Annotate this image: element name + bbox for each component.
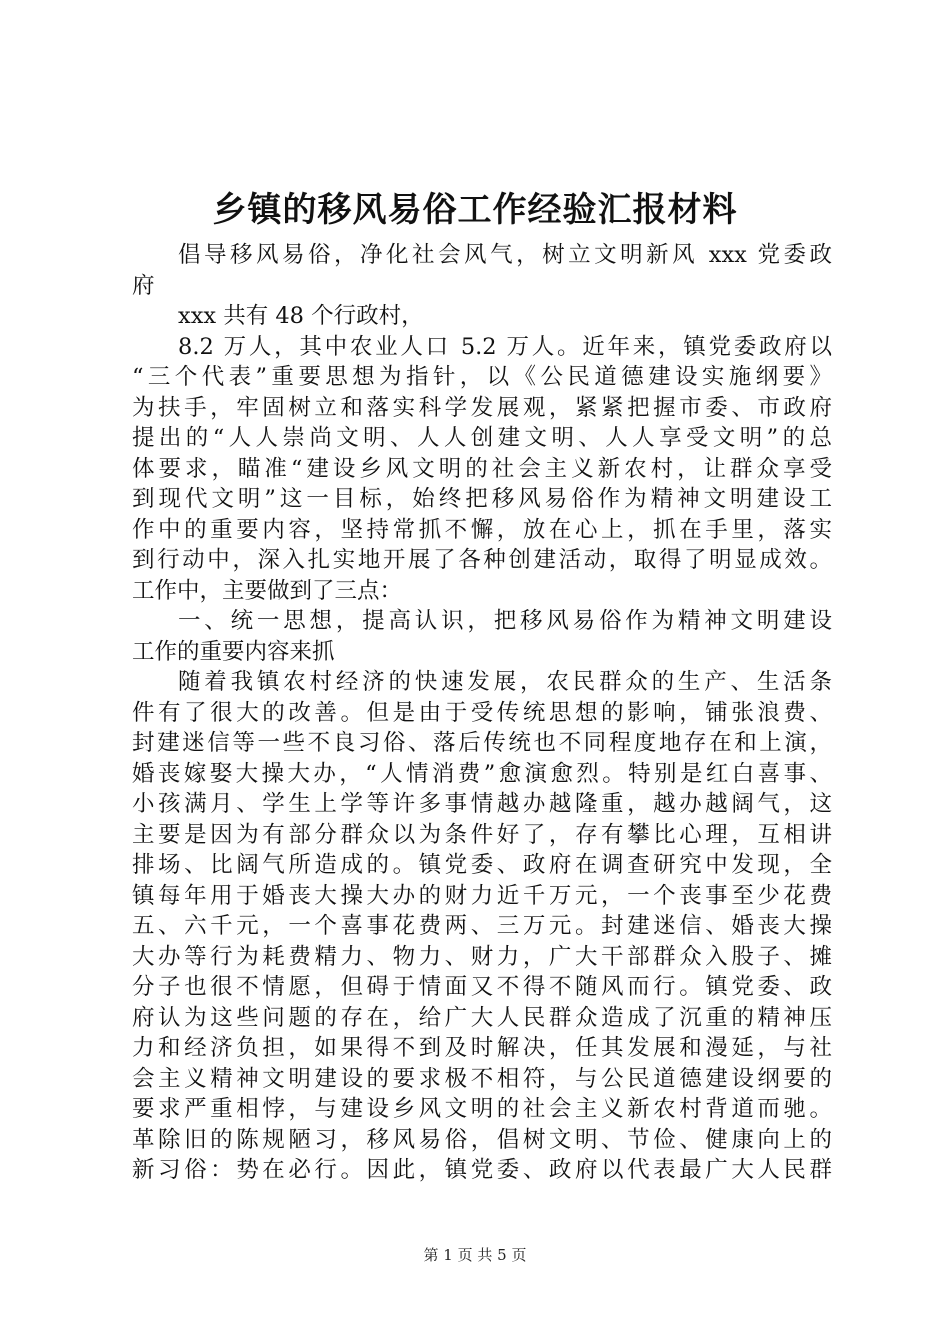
document-title: 乡镇的移风易俗工作经验汇报材料	[212, 190, 738, 230]
body-text-line: 8.2 万人，其中农业人口 5.2 万人。近年来，镇党委政府以	[178, 333, 832, 360]
body-text-line: 封建迷信等一些不良习俗、落后传统也不同程度地存在和上演，	[132, 730, 832, 756]
body-text-line: 新习俗：势在必行。因此，镇党委、政府以代表最广大人民群	[132, 1157, 832, 1183]
body-text-line: 府	[132, 272, 155, 299]
body-text-line: xxx 共有 48 个行政村，	[178, 303, 424, 329]
body-text-line: 五、六千元，一个喜事花费两、三万元。封建迷信、婚丧大操	[132, 913, 832, 939]
body-text-line: 为扶手，牢固树立和落实科学发展观，紧紧把握市委、市政府	[132, 394, 832, 421]
body-text-line: 府认为这些问题的存在，给广大人民群众造成了沉重的精神压	[132, 1004, 832, 1031]
body-text-line: 提出的“人人崇尚文明、人人创建文明、人人享受文明”的总	[132, 425, 832, 451]
body-text-line: 分子也很不情愿，但碍于情面又不得不随风而行。镇党委、政	[132, 974, 832, 1000]
body-text-line: 到行动中，深入扎实地开展了各种创建活动，取得了明显成效。	[132, 547, 832, 573]
body-text-line: 工作的重要内容来抓	[132, 638, 335, 665]
body-text-line: 大办等行为耗费精力、物力、财力，广大干部群众入股子、摊	[132, 943, 832, 970]
document-body	[132, 240, 832, 1186]
body-text-line: 主要是因为有部分群众以为条件好了，存有攀比心理，互相讲	[132, 821, 832, 848]
body-text-line: 镇每年用于婚丧大操大办的财力近千万元，一个丧事至少花费	[132, 882, 832, 909]
body-text-line: 作中的重要内容，坚持常抓不懈，放在心上，抓在手里，落实	[132, 516, 832, 543]
body-text-line: 一、统一思想，提高认识，把移风易俗作为精神文明建设	[178, 608, 832, 634]
body-text-line: 会主义精神文明建设的要求极不相符，与公民道德建设纲要的	[132, 1065, 832, 1092]
body-text-line: 工作中，主要做到了三点：	[132, 577, 403, 604]
body-text-line: 件有了很大的改善。但是由于受传统思想的影响，铺张浪费、	[132, 699, 832, 726]
page-number-footer: 第 1 页 共 5 页	[423, 1246, 527, 1264]
body-text-line: 随着我镇农村经济的快速发展，农民群众的生产、生活条	[178, 669, 832, 695]
body-text-line: 体要求，瞄准“建设乡风文明的社会主义新农村，让群众享受	[132, 455, 832, 482]
body-text-line: 小孩满月、学生上学等许多事情越办越隆重，越办越阔气，这	[132, 791, 832, 817]
body-text-line: 倡导移风易俗，净化社会风气，树立文明新风 xxx 党委政	[178, 242, 832, 268]
body-text-line: 要求严重相悖，与建设乡风文明的社会主义新农村背道而驰。	[132, 1096, 832, 1122]
body-text-line: 排场、比阔气所造成的。镇党委、政府在调查研究中发现，全	[132, 852, 832, 878]
body-text-line: 婚丧嫁娶大操大办，“人情消费”愈演愈烈。特别是红白喜事、	[132, 760, 832, 787]
body-text-line: 力和经济负担，如果得不到及时解决，任其发展和漫延，与社	[132, 1035, 832, 1061]
body-text-line: “三个代表”重要思想为指针，以《公民道德建设实施纲要》	[132, 364, 832, 390]
body-text-line: 革除旧的陈规陋习，移风易俗，倡树文明、节俭、健康向上的	[132, 1126, 832, 1153]
body-text-line: 到现代文明”这一目标，始终把移风易俗作为精神文明建设工	[132, 486, 832, 512]
